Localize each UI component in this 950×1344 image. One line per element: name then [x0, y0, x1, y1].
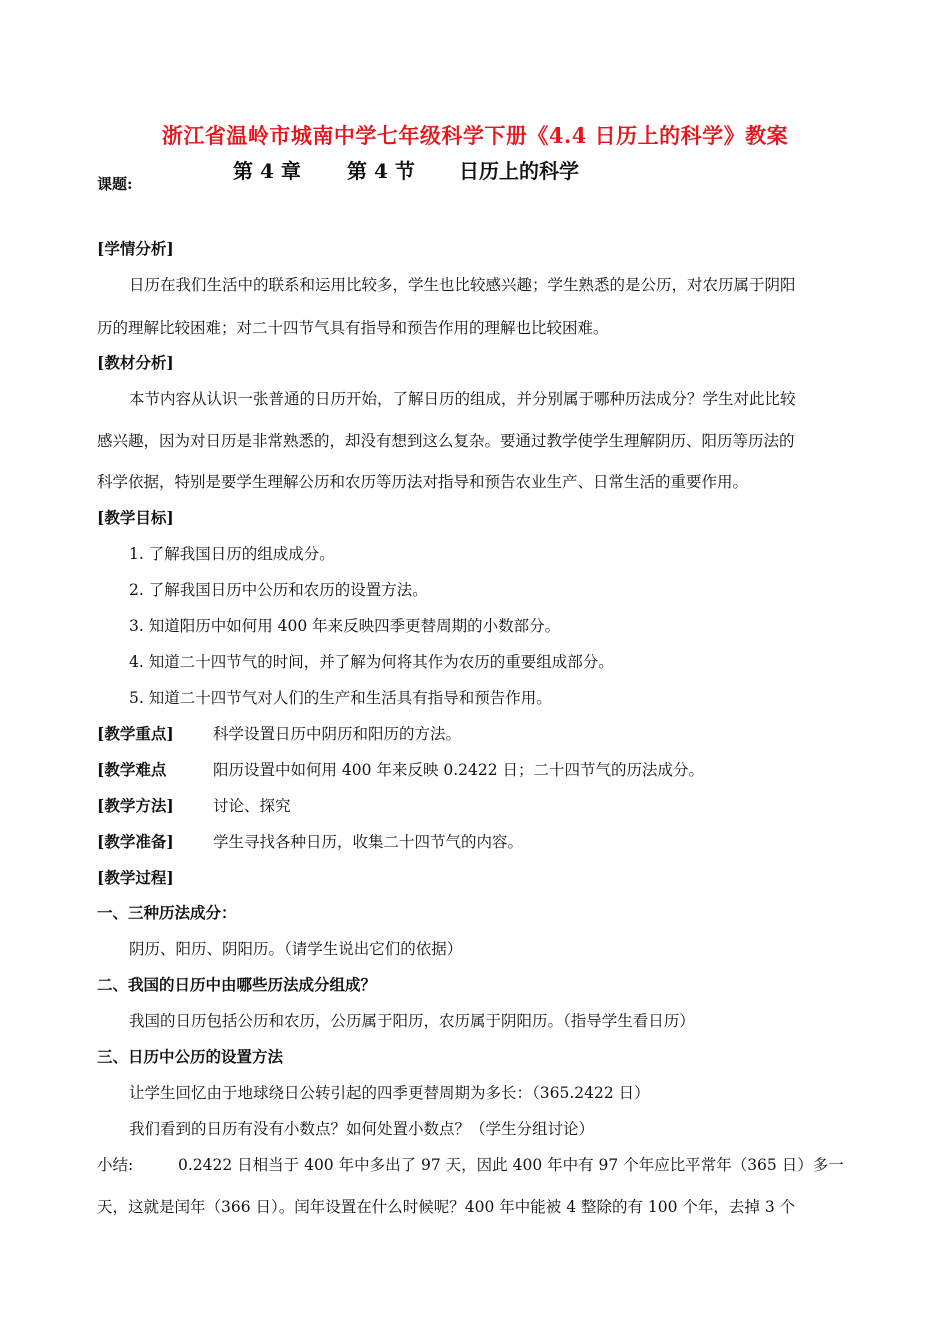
objective-item-2: 2. 了解我国日历中公历和农历的设置方法。 [129, 581, 428, 599]
process-part3-line-1: 让学生回忆由于地球绕日公转引起的四季更替周期为多长：（365.2422 日） [129, 1084, 650, 1102]
key-points-value: 科学设置日历中阴历和阳历的方法。 [213, 725, 462, 743]
document-title: 浙江省温岭市城南中学七年级科学下册《4.4 日历上的科学》教案 [161, 123, 789, 148]
objective-item-4: 4. 知道二十四节气的时间，并了解为何将其作为农历的重要组成部分。 [129, 653, 614, 671]
lesson-label: 课题: [97, 175, 133, 193]
objective-item-5: 5. 知道二十四节气对人们的生产和生活具有指导和预告作用。 [129, 689, 552, 707]
student-analysis-line-1: 日历在我们生活中的联系和运用比较多，学生也比较感兴趣；学生熟悉的是公历，对农历属于阴阳 [129, 276, 796, 294]
lesson-topic: 日历上的科学 [459, 159, 579, 183]
difficulties-label: [教学难点 [97, 760, 167, 779]
objective-item-3: 3. 知道阳历中如何用 400 年来反映四季更替周期的小数部分。 [129, 617, 561, 635]
objective-item-1: 1. 了解我国日历的组成成分。 [129, 545, 335, 563]
process-part2-heading: 二、我国的日历中由哪些历法成分组成？ [97, 975, 377, 994]
process-heading: [教学过程] [97, 868, 174, 887]
methods-label: [教学方法] [97, 796, 174, 815]
key-points-label: [教学重点] [97, 724, 174, 743]
process-part3-heading: 三、日历中公历的设置方法 [97, 1047, 284, 1066]
preparation-label: [教学准备] [97, 832, 174, 851]
difficulties-value: 阳历设置中如何用 400 年来反映 0.2422 日；二十四节气的历法成分。 [213, 761, 705, 779]
student-analysis-line-2: 历的理解比较困难；对二十四节气具有指导和预告作用的理解也比较困难。 [97, 319, 609, 337]
material-analysis-line-3: 科学依据，特别是要学生理解公历和农历等历法对指导和预告农业生产、日常生活的重要作用。 [97, 473, 749, 491]
preparation-value: 学生寻找各种日历，收集二十四节气的内容。 [213, 833, 524, 851]
process-part1-text: 阴历、阳历、阴阳历。（请学生说出它们的依据） [129, 940, 463, 958]
process-part2-text: 我国的日历包括公历和农历，公历属于阳历，农历属于阴阳历。（指导学生看日历） [129, 1012, 695, 1030]
student-analysis-heading: [学情分析] [97, 239, 174, 258]
summary-line-2: 天，这就是闰年（366 日）。闰年设置在什么时候呢？400 年中能被 4 整除的有 100 个年，去掉 3 个 [97, 1198, 796, 1216]
summary-label: 小结: [97, 1156, 134, 1174]
process-part1-heading: 一、三种历法成分： [97, 903, 237, 922]
lesson-section: 第 4 节 [347, 159, 415, 183]
material-analysis-heading: [教材分析] [97, 353, 174, 372]
lesson-chapter: 第 4 章 [233, 159, 301, 183]
material-analysis-line-1: 本节内容从认识一张普通的日历开始，了解日历的组成，并分别属于哪种历法成分？学生对此比较 [129, 390, 796, 408]
objectives-heading: [教学目标] [97, 508, 174, 527]
material-analysis-line-2: 感兴趣，因为对日历是非常熟悉的，却没有想到这么复杂。要通过教学使学生理解阴历、阳历等历法的 [97, 432, 795, 450]
process-part3-line-2: 我们看到的日历有没有小数点？如何处置小数点？（学生分组讨论） [129, 1120, 595, 1138]
summary-line-1: 0.2422 日相当于 400 年中多出了 97 天，因此 400 年中有 97 个年应比平常年（365 日）多一 [178, 1156, 844, 1174]
methods-value: 讨论、探究 [213, 797, 291, 815]
lesson-topic-row [97, 155, 857, 195]
